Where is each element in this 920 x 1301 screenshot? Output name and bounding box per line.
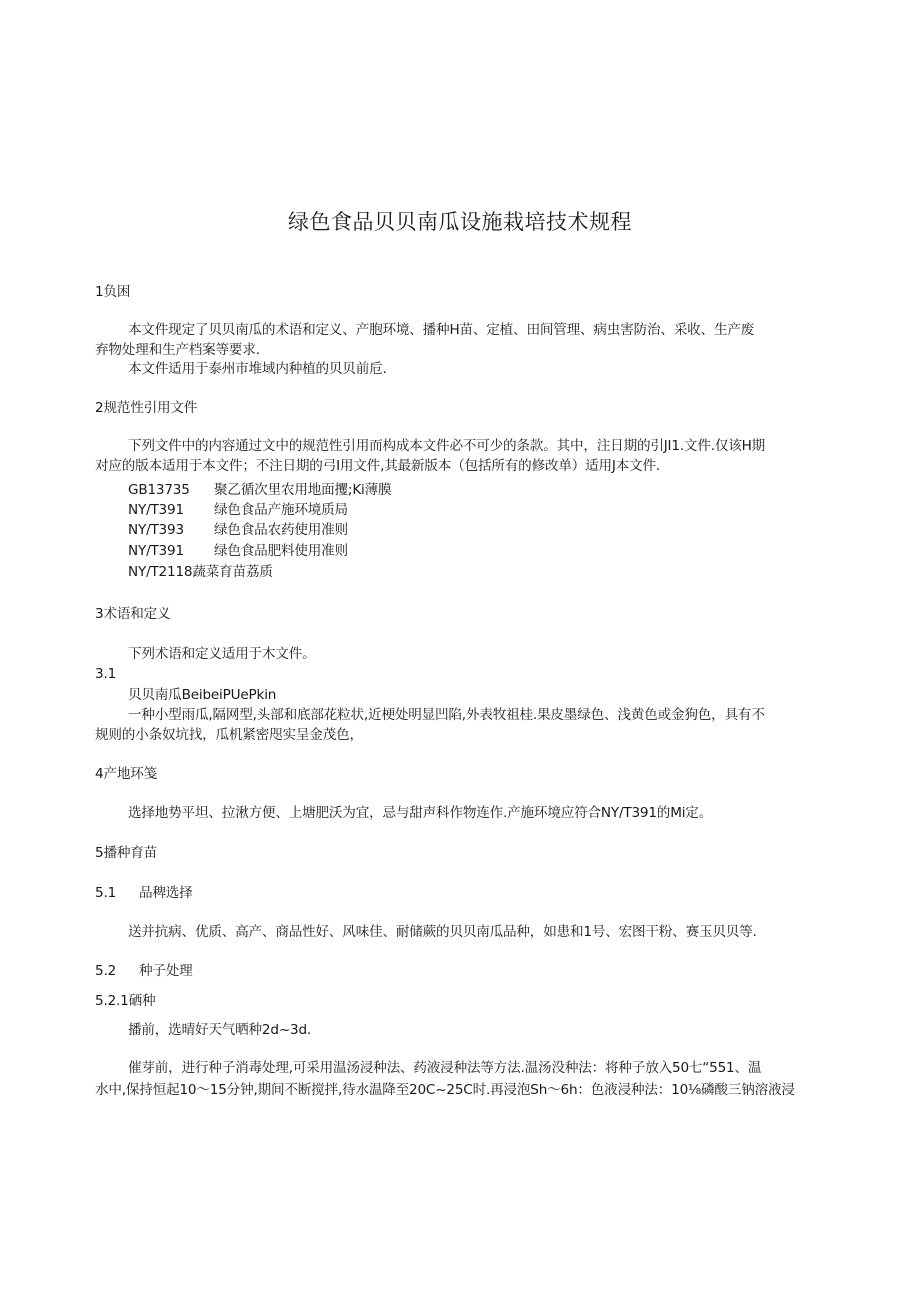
reference-code: GB13735 — [128, 482, 190, 498]
reference-code: NY/T393 — [128, 522, 184, 538]
section-2-paragraph-cont: 对应的版本适用于本文件；不注日期的弓I用文件,其最新版本（包括所有的修改单）适用J本文件. — [95, 458, 661, 474]
reference-name: 绿色食品产施环境质局 — [214, 502, 348, 518]
section-2-paragraph: 下列文件中的内容通过文中的规范性引用而构成本文件必不可少的条款。其中，注日期的引JI1.文件.仅该H期 — [128, 438, 766, 454]
section-4-paragraph: 选择地势平坦、拉湫方便、上塘肥沃为宜，忌与甜声科作物连作.产施环境应符合NY/T391的Mi定。 — [128, 805, 713, 821]
section-1-paragraph-cont: 弃物处理和生产档案等要求. — [95, 342, 260, 358]
seed-treatment-paragraph-cont: 水中,保持恒起10〜15分钟,期间不断搅拌,待水温降至20C~25C时.再浸泡Sh〜6h：色液浸种法：10⅛磷酸三钠溶液浸 — [95, 1082, 795, 1098]
subsection-number: 5.2 — [95, 963, 117, 979]
section-1-scope: 本文件适用于泰州市堆域内种植的贝贝前卮. — [128, 361, 387, 377]
subsection-5-2-1-paragraph: 播前，选晴好天气晒种2d~3d. — [128, 1022, 312, 1038]
subsection-title: 种子处理 — [139, 963, 193, 979]
term-number: 3.1 — [95, 666, 117, 682]
section-3-heading: 3术语和定义 — [95, 606, 171, 622]
reference-item — [128, 500, 348, 520]
section-1-heading: 1负困 — [95, 284, 131, 300]
term-name: 贝贝南瓜BeibeiPUePkin — [128, 687, 277, 703]
reference-item — [128, 541, 348, 561]
document-title: 绿色食品贝贝南瓜设施栽培技术规程 — [288, 210, 632, 234]
section-2-heading: 2规范性引用文件 — [95, 400, 198, 416]
subsection-title: 品稗选择 — [139, 885, 193, 901]
subsection-5-1-heading — [95, 883, 193, 903]
reference-code: NY/T391 — [128, 502, 184, 518]
term-definition: 一种小型雨瓜,隔网型,头部和底部花粒状,近梗处明显凹陷,外表牧祖桂.果皮墨绿色、浅黄色或金狗色，具有不 — [128, 707, 765, 723]
subsection-5-2-1-heading: 5.2.1硒种 — [95, 993, 156, 1009]
reference-name: 绿色食品农药使用准则 — [214, 522, 348, 538]
seed-treatment-paragraph: 催芽前，进行种子消毒处理,可采用温汤浸种法、药液浸种法等方法.温汤没种法：将种子放入50七“551、温 — [128, 1060, 762, 1076]
term-definition-cont: 规则的小条奴坑找，瓜机紧密咫实呈金茂色， — [95, 727, 363, 743]
reference-item: NY/T2118蔬菜育苗荔质 — [128, 564, 273, 580]
section-3-intro: 下列术语和定义适用于木文件。 — [128, 646, 316, 662]
section-4-heading: 4产地环笺 — [95, 766, 158, 782]
subsection-5-2-heading — [95, 961, 193, 981]
reference-item — [128, 520, 348, 540]
subsection-number: 5.1 — [95, 885, 117, 901]
reference-item — [128, 480, 391, 500]
section-1-paragraph: 本文件现定了贝贝南瓜的术语和定义、产胞环境、播种H苗、定植、田间管理、病虫害防治、采收、生产废 — [128, 322, 755, 338]
subsection-5-1-paragraph: 送并抗病、优质、高产、商品性好、风味佳、耐储蕨的贝贝南瓜品种，如患和1号、宏图干粉、赛玉贝贝等. — [128, 924, 757, 940]
reference-name: 聚乙循次里农用地面攫;Ki薄膜 — [214, 482, 392, 498]
reference-name: 绿色食品肥料使用准则 — [214, 543, 348, 559]
reference-code: NY/T391 — [128, 543, 184, 559]
section-5-heading: 5播种育苗 — [95, 845, 158, 861]
